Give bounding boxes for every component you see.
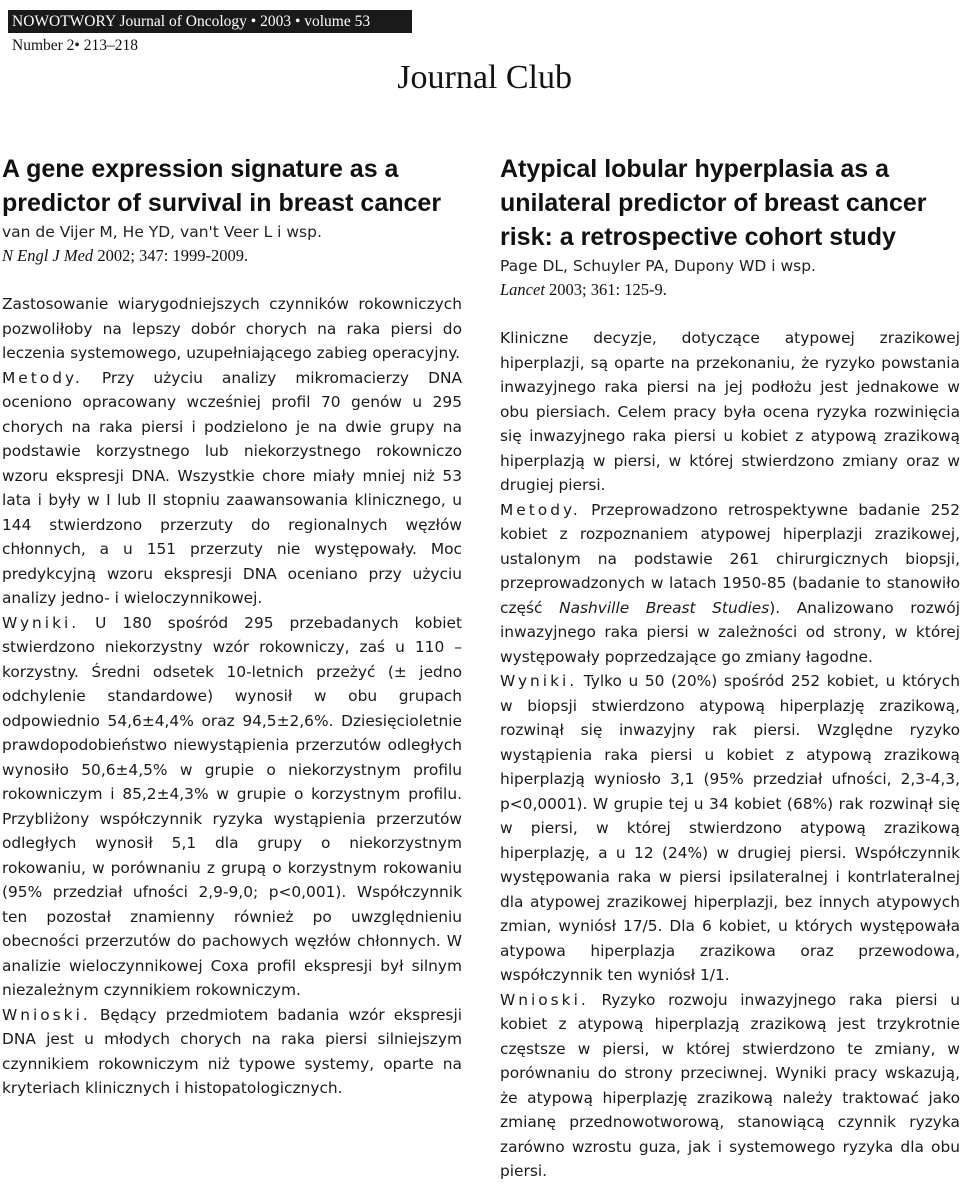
results-text: U 180 spośród 295 przebadanych kobiet stwierdzono niekorzystny wzór rokowniczy, zaś u 110 – korzystny. Średni odsetek 10-letnich przeżyć (± jedno odchylenie standardowe) wynosił w obu grupach odpowiednio 54,6±4,4% oraz 94,5±2,6%. Dziesięcioletnie prawdopodobieństwo niewystąpienia przerzutów odległych wynosiło 50,6±4,5% w grupie o niekorzystnym profilu rokowniczym i 85,2±4,3% w grupie o korzystnym profilu. Przybliżony współczynnik ryzyka wystąpienia przerzutów odległych wynosił 5,1 dla grupy o niekorzystnym rokowaniu, w porównaniu z grupą o korzystnym rokowaniu (95% przedział ufności 2,9-9,0; p<0,001). Współczynnik ten pozostał znamienny również po uwzględnieniu obecności przerzutów do pachowych węzłów chłonnych. W analizie wieloczynnikowej Coxa profil ekspresji był silnym niezależnym czynnikiem rokowniczym. — [2, 613, 462, 999]
article-authors: Page DL, Schuyler PA, Dupony WD i wsp. — [500, 257, 816, 275]
citation-details: 2002; 347: 1999-2009. — [93, 246, 249, 265]
conclusions-paragraph — [500, 988, 960, 1184]
conclusions-text: Będący przedmiotem badania wzór ekspresji DNA jest u młodych chorych na raka piersi silniejszym czynnikiem rokowniczym niż typowe systemy, oparte na kryteriach klinicznych i histopatologicznych. — [2, 1005, 462, 1097]
issue-info: Number 2• 213–218 — [12, 37, 138, 54]
intro-paragraph: Zastosowanie wiarygodniejszych czynników rokowniczych pozwoliłoby na lepszy dobór chorych na raka piersi do leczenia systemowego, uzupełniającego zabieg operacyjny. — [2, 295, 462, 362]
citation-details: 2003; 361: 125-9. — [544, 280, 667, 299]
methods-paragraph — [500, 498, 960, 670]
journal-header-bar — [8, 10, 412, 33]
methods-text: Przy użyciu analizy mikromacierzy DNA oceniono opracowany wcześniej profil 70 genów u 295 chorych na raka piersi i podzielono je na dwie grupy na podstawie korzystnego lub niekorzystnego rokowniczo wzoru ekspresji DNA. Wszystkie chore miały mniej niż 53 lata i były w I lub II stopniu zaawansowania klinicznego, u 144 stwierdzono przerzuty do regionalnych węzłów chłonnych, a u 151 przerzuty nie występowały. Moc predykcyjną wzoru ekspresji DNA oceniano przy użyciu analizy jedno- i wieloczynnikowej. — [2, 368, 462, 607]
article-right — [500, 152, 960, 1184]
results-paragraph — [2, 611, 462, 1003]
section-title: Journal Club — [397, 59, 572, 96]
results-label: Wyniki. — [2, 613, 80, 632]
citation-journal: Lancet — [500, 280, 545, 299]
conclusions-label: Wnioski. — [500, 990, 589, 1009]
article-authors: van de Vijer M, He YD, van't Veer L i wsp. — [2, 223, 322, 241]
methods-paragraph — [2, 366, 462, 611]
methods-label: Metody. — [2, 368, 83, 387]
citation-journal: N Engl J Med — [2, 246, 94, 265]
conclusions-paragraph — [2, 1003, 462, 1101]
article-left — [2, 152, 462, 1101]
article-citation — [2, 244, 462, 268]
methods-label: Metody. — [500, 500, 581, 519]
article-body — [500, 326, 960, 1184]
article-title: A gene expression signature as a predictor of survival in breast cancer — [2, 155, 442, 217]
intro-paragraph: Kliniczne decyzje, dotyczące atypowej zrazikowej hiperplazji, są oparte na przekonaniu, że ryzyko powstania inwazyjnego raka piersi na jej podłożu jest jednakowe w obu piersiach. Celem pracy była ocena ryzyka rozwinięcia się inwazyjnego raka piersi u kobiet z atypową zrazikową hiperplazją w piersi, w której stwierdzono zmiany oraz w drugiej piersi. — [500, 329, 960, 494]
article-title: Atypical lobular hyperplasia as a unilateral predictor of breast cancer risk: a retrospective cohort study — [500, 155, 927, 251]
results-label: Wyniki. — [500, 672, 578, 690]
journal-name: NOWOTWORY Journal of Oncology • 2003 • volume 53 — [12, 13, 371, 30]
article-citation — [500, 278, 960, 302]
conclusions-text: Ryzyko rozwoju inwazyjnego raka piersi u kobiet z atypową hiperplazją zrazikową jest trzykrotnie częstsze w piersi, w której stwierdzono te zmiany, w porównaniu do strony przeciwnej. Wyniki pracy wskazują, że atypową hiperplazję zrazikową należy traktować jako zmianę przednowotworową, stanowiącą czynnik ryzyka zarówno wzrostu guza, jak i systemowego ryzyka dla obu piersi. — [500, 990, 960, 1180]
article-body — [2, 292, 462, 1101]
results-text: Tylko u 50 (20%) spośród 252 kobiet, u których w biopsji stwierdzono atypową hiperplazję zrazikową, rozwinął się inwazyjny rak piersi. Względne ryzyko wystąpienia raka piersi u kobiet z atypową zrazikową hiperplazją wyniosło 3,1 (95% przedział ufności, 2,3-4,3, p<0,0001). W grupie tej u 34 kobiet (68%) rak rozwinął się w piersi, w której stwierdzono atypową zrazikową hiperplazję, a u 12 (24%) w drugiej piersi. Współczynnik występowania raka w piersi ipsilateralnej i kontrlateralnej dla atypowej zrazikowej hiperplazji, bez innych atypowych zmian, wyniósł 17/5. Dla 6 kobiet, u których występowała atypowa hiperplazja zrazikowa oraz przewodowa, współczynnik ten wyniósł 1/1. — [500, 672, 960, 984]
conclusions-label: Wnioski. — [2, 1005, 91, 1024]
methods-text-continued: ). Analizowano rozwój inwazyjnego raka piersi w zależności od strony, w której występowały poprzedzające go zmiany łagodne. — [500, 598, 960, 666]
methods-text: Przeprowadzono retrospektywne badanie 252 kobiet z rozpoznaniem atypowej hiperplazji zrazikowej, ustalonym na podstawie 261 chirurgicznych biopsji, przeprowadzonych w latach 1950-85 (badanie to stanowiło część — [500, 500, 960, 617]
results-paragraph — [500, 669, 960, 988]
methods-italic-text: Nashville Breast Studies — [559, 598, 770, 617]
